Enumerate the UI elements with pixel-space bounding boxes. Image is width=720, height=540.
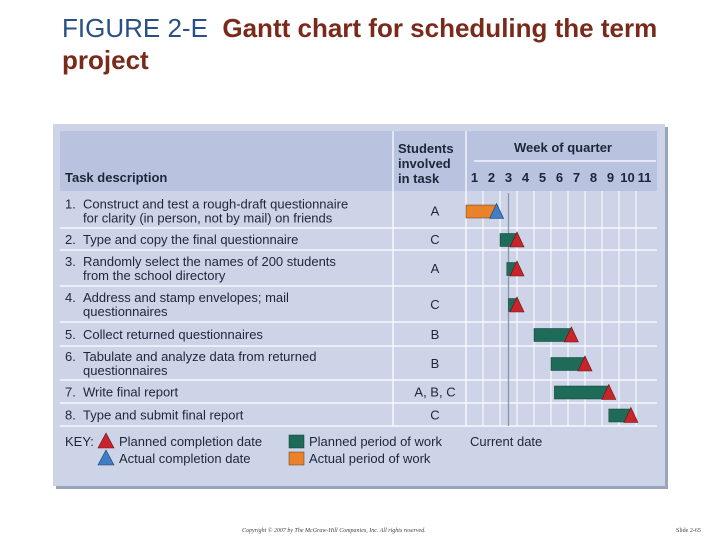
task-students: B <box>430 356 440 371</box>
legend-planned-period-label: Planned period of work <box>309 434 442 449</box>
task-description: Address and stamp envelopes; mail <box>83 290 289 305</box>
students-column-header-line1: Students <box>398 141 454 156</box>
task-number: 7. <box>65 384 76 400</box>
task-students: A <box>430 261 440 276</box>
task-students: B <box>430 327 440 342</box>
task-number: 8. <box>65 407 76 423</box>
task-students: C <box>430 407 440 423</box>
task-students: C <box>430 232 440 247</box>
copyright-text: Copyright © 2007 by The McGraw-Hill Companies, Inc. All rights reserved. <box>242 528 426 534</box>
task-column-header: Task description <box>65 170 168 185</box>
task-description: questionnaires <box>83 304 168 319</box>
week-tick-label: 7 <box>572 170 581 185</box>
figure-label: FIGURE 2-E <box>62 13 208 43</box>
week-tick-label: 3 <box>504 170 513 185</box>
task-students: A, B, C <box>414 384 456 400</box>
legend-planned-period-swatch <box>289 435 304 448</box>
task-description: Type and copy the final questionnaire <box>83 232 299 247</box>
task-number: 5. <box>65 327 76 342</box>
task-description: Construct and test a rough-draft questionnaire <box>83 196 349 212</box>
planned-period-bar <box>554 386 608 399</box>
task-number: 6. <box>65 349 76 364</box>
week-tick-label: 11 <box>637 170 652 185</box>
task-number: 4. <box>65 290 76 305</box>
week-tick-label: 8 <box>589 170 598 185</box>
task-description: for clarity (in person, not by mail) on friends <box>83 210 333 226</box>
task-description: Randomly select the names of 200 students <box>83 254 336 269</box>
task-description: from the school directory <box>83 268 226 283</box>
task-description: Collect returned questionnaires <box>83 327 263 342</box>
figure-title: Gantt chart for scheduling the term project <box>62 13 658 75</box>
week-tick-label: 10 <box>620 170 635 185</box>
task-description: Write final report <box>83 384 179 400</box>
task-students: C <box>430 297 440 312</box>
legend-key-label: KEY: <box>65 434 94 449</box>
week-tick-label: 6 <box>555 170 564 185</box>
task-number: 1. <box>65 196 76 212</box>
task-description: questionnaires <box>83 363 168 378</box>
week-tick-label: 9 <box>606 170 615 185</box>
legend-actual-completion-label: Actual completion date <box>119 451 251 466</box>
week-tick-label: 2 <box>487 170 496 185</box>
task-description: Type and submit final report <box>83 407 244 423</box>
task-number: 3. <box>65 254 76 269</box>
slide-number: Slide 2-65 <box>676 528 701 534</box>
task-number: 2. <box>65 232 76 247</box>
task-students: A <box>430 203 440 219</box>
legend-actual-period-label: Actual period of work <box>309 451 431 466</box>
students-column-header-line2: involved <box>398 156 451 171</box>
legend-current-date-label: Current date <box>470 434 543 449</box>
task-description: Tabulate and analyze data from returned <box>83 349 317 364</box>
weeks-header: Week of quarter <box>513 140 613 155</box>
legend-planned-completion-label: Planned completion date <box>119 434 263 449</box>
week-tick-label: 1 <box>470 170 479 185</box>
legend-actual-period-swatch <box>289 452 304 465</box>
students-column-header-line3: in task <box>398 171 440 186</box>
week-tick-label: 4 <box>521 170 530 185</box>
week-tick-label: 5 <box>538 170 547 185</box>
